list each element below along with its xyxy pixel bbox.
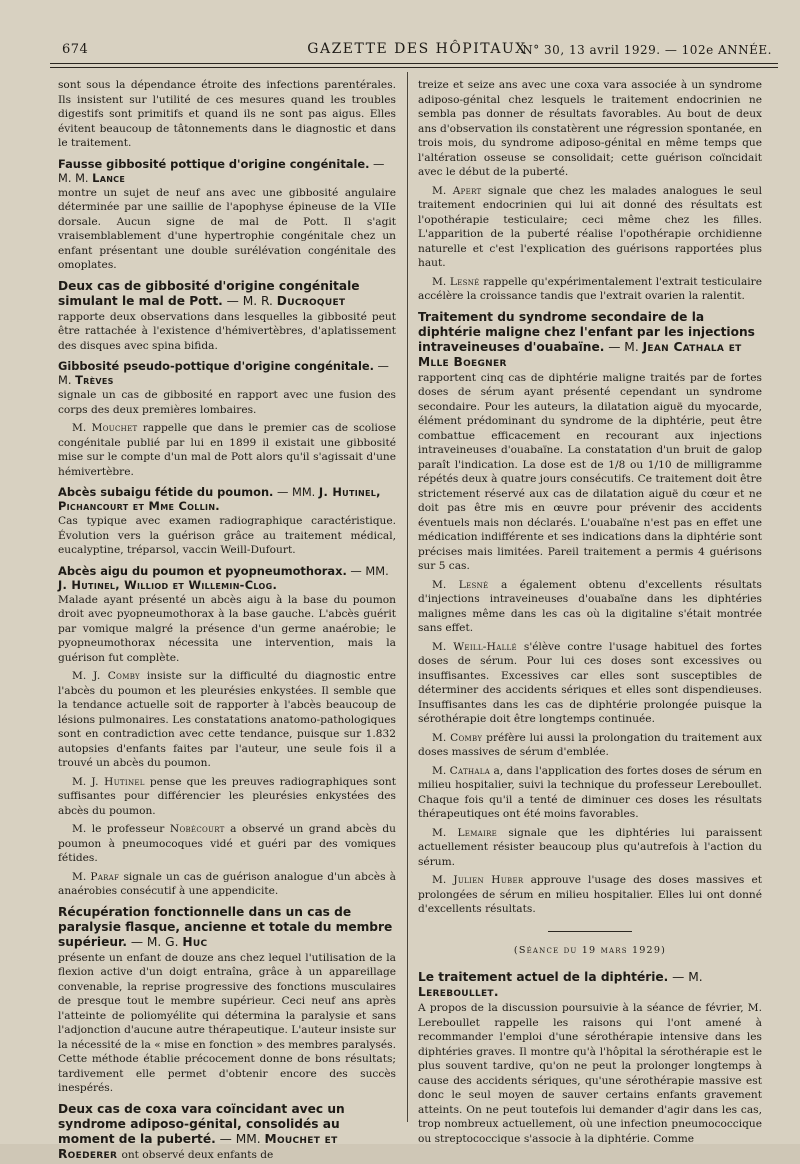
paragraph: M. Apert signale que chez les malades analogues le seul traitement endocrinien qui lui ait donné des résultats est l'opothérapie testiculaire; ceci même chez les filles. L'apparition de la puberté réalise l'opothérapie orchidienne naturelle et c'est l'explication des guérisons rapportées plus haut. — [418, 184, 762, 269]
header-rule-top — [50, 63, 778, 64]
section-heading: Traitement du syndrome secondaire de la diphtérie maligne chez l'enfant par les injections intraveineuses d'ouabaïne. — M. Jean Cathala et Mlle Boegner — [418, 309, 755, 369]
paragraph: M. Lemaire signale que les diphtéries lui paraissent actuellement résister beaucoup plus qu'autrefois à l'action du sérum. — [418, 826, 762, 868]
column-divider — [407, 72, 408, 1122]
paragraph: M. Cathala a, dans l'application des fortes doses de sérum en milieu hospitalier, suivi la technique du professeur Lereboullet. Chaque fois qu'il a tenté de diminuer ces doses les résultats thérapeutiques ont été moins favorables. — [418, 764, 762, 820]
paragraph: M. le professeur Nobécourt a observé un grand abcès du poumon à pneumocoques vidé et guéri par des vomiques fétides. — [58, 823, 396, 864]
section-heading: Deux cas de coxa vara coïncidant avec un syndrome adiposo-génital, consolidés au moment de la puberté. — MM. Mouchet et Roederer ont observé deux enfants de — [58, 1101, 345, 1161]
right-column — [418, 78, 762, 1150]
page-number: 674 — [62, 42, 89, 57]
session-date: (Séance du 19 mars 1929) — [513, 944, 667, 956]
journal-title: GAZETTE DES HÔPITAUX — [307, 41, 527, 57]
paragraph: M. Lesné a également obtenu d'excellents résultats d'injections intraveineuses d'ouabaïne dans les diphtéries malignes même dans les cas où la digitaline s'était montrée sans effet. — [418, 578, 762, 634]
left-column — [58, 78, 396, 1164]
section-separator — [548, 931, 632, 932]
section-heading: Deux cas de gibbosité d'origine congénitale simulant le mal de Pott. — M. R. Ducroquet — [58, 278, 360, 308]
section-heading: Le traitement actuel de la diphtérie. — M. Lereboullet. — [418, 970, 703, 999]
header-rule-bottom — [50, 67, 778, 68]
paragraph: M. J. Comby insiste sur la difficulté du diagnostic entre l'abcès du poumon et les pleurésies enkystées. Il semble que la tendance actuelle soit de rapporter à l'abcès beaucoup de lésions pulmonaires. Les constatations anatomo-pathologiques sont en contradiction avec cette tendance, puisque sur 1.832 autopsies d'enfants faites par l'auteur, une seule fois il a trouvé un abcès du poumon. — [58, 670, 396, 769]
section-text: rapportent cinq cas de diphtérie maligne traités par de fortes doses de sérum ayant présenté cependant un syndrome secondaire. Pour les auteurs, la dilatation aiguë du myocarde, élément prédominant du syndrome de la diphtérie, peut être combattue efficacement en recourant aux injections intraveineuses d'ouabaïne. La constatation d'un bruit de galop paraît l'indication. La dose est de 1/8 ou 1/10 de milligramme répétés deux à quatre jours consécutifs. Ce traitement doit être strictement réservé aux cas de dilatation aiguë du cœur et ne doit pas être mis en œuvre pour prévenir des accidents éventuels mais non déclarés. L'ouabaïne n'est pas en effet une médication indifférente et ses indications dans la diphtérie sont précises mais limitées. Pareil traitement a permis 4 guérisons sur 5 cas. — [418, 371, 762, 572]
section-heading: Abcès aigu du poumon et pyopneumothorax. — MM. J. Hutinel, Williod et Willemin-Clog. — [58, 563, 389, 592]
section-heading: Abcès subaigu fétide du poumon. — MM. J. Hutinel, Pichancourt et Mme Collin. — [58, 485, 381, 513]
section-text: Malade ayant présenté un abcès aigu à la base du poumon droit avec pyopneumothorax à la base gauche. L'abcès guérit par vomique malgré la présence d'un germe anaérobie; le pyopneumothorax nécessita une intervention, mais la guérison fut complète. — [58, 593, 396, 664]
issue-date: N° 30, 13 avril 1929. — 102e ANNÉE. — [522, 43, 772, 57]
section-text: montre un sujet de neuf ans avec une gibbosité angulaire déterminée par une saillie de l'apophyse épineuse de la VIIe dorsale. Aucun signe de mal de Pott. Il s'agit vraisemblablement d'une hypertrophie congénitale chez un enfant présentant une double surélévation congénitale des omoplates. — [58, 186, 396, 271]
paragraph: M. Julien Huber approuve l'usage des doses massives et prolongées de sérum en milieu hospitalier. Elles lui ont donné d'excellents résultats. — [418, 874, 762, 915]
paragraph: M. J. Hutinel pense que les preuves radiographiques sont suffisantes pour différencier les pleurésies enkystées des abcès du poumon. — [58, 775, 396, 817]
paragraph: M. Comby préfère lui aussi la prolongation du traitement aux doses massives de sérum d'emblée. — [418, 731, 762, 758]
section-text: A propos de la discussion poursuivie à la séance de février, M. Lereboullet rappelle les raisons qui l'ont amené à recommander l'emploi d'une sérothérapie intensive dans les diphtéries graves. Il montre qu'à l'hôpital la sérothérapie est le plus souvent tardive, qu'on ne peut la prolonger longtemps à cause des accidents sériques, qu'une sérothérapie massive est donc le seul moyen de sauver certains enfants gravement atteints. On ne peut toutefois lui demander d'agir dans les cas, trop nombreux actuellement, où une infection pneumococcique ou streptococcique s'associe à la diphtérie. Comme — [418, 1002, 762, 1145]
section-text: présente un enfant de douze ans chez lequel l'utilisation de la flexion active d'un doigt entraîna, grâce à un appareillage convenable, la reprise progressive des fonctions musculaires de presque tout le membre supérieur. Ceci neuf ans après l'atteinte de poliomyélite qui détermina la paralysie et sans l'adjonction d'aucune autre thérapeutique. L'auteur insiste sur la nécessité de la « mise en fonction » des membres paralysés. Cette méthode établie précocement donne de bons résultats; tardivement elle permet d'obtenir encore des succès inespérés. — [58, 951, 396, 1094]
paragraph: M. Paraf signale un cas de guérison analogue d'un abcès à anaérobies consécutif à une appendicite. — [58, 870, 396, 897]
paragraph: M. Mouchet rappelle que dans le premier cas de scoliose congénitale publié par lui en 1899 il existait une gibbosité mise sur le compte d'un mal de Pott alors qu'il s'agissait d'une hémivertèbre. — [58, 422, 396, 478]
section-heading: Fausse gibbosité pottique d'origine congénitale. — M. M. Lance — [58, 156, 385, 185]
section-text: signale un cas de gibbosité en rapport avec une fusion des corps des deux premières lombaires. — [58, 389, 396, 416]
page-header — [62, 40, 772, 62]
paragraph: M. Lesné rappelle qu'expérimentalement l'extrait testiculaire accélère la croissance tandis que l'extrait ovarien la ralentit. — [418, 275, 762, 302]
section-text: rapporte deux observations dans lesquelles la gibbosité peut être rattachée à l'existence d'hémivertèbres, d'aplatissement des disques avec spina bifida. — [58, 310, 396, 352]
section-text: Cas typique avec examen radiographique caractéristique. Évolution vers la guérison grâce au traitement médical, eucalyptine, tréparsol, vaccin Weill-Dufourt. — [58, 515, 396, 556]
paragraph: sont sous la dépendance étroite des infections parentérales. Ils insistent sur l'utilité de ces mesures quand les troubles digestifs sont primitifs et quand ils ne sont pas aigus. Elles évitent beaucoup de tâtonnements dans le diagnostic et dans le traitement. — [58, 79, 396, 149]
paragraph: M. Weill-Hallé s'élève contre l'usage habituel des fortes doses de sérum. Pour lui ces doses sont excessives ou insuffisantes. Excessives car elles sont susceptibles de déterminer des accidents sériques et elles sont dispendieuses. Insuffisantes dans les cas de diphtérie prolongée puisque la sérothérapie doit être longtemps continuée. — [418, 640, 762, 725]
section-heading: Récupération fonctionnelle dans un cas de paralysie flasque, ancienne et totale du membre supérieur. — M. G. Huc — [58, 904, 393, 949]
paragraph: treize et seize ans avec une coxa vara associée à un syndrome adiposo-génital chez lesquels le traitement endocrinien ne sembla pas donner de résultats favorables. Au bout de deux ans d'observation ils constatèrent une régression spontanée, en trois mois, du syndrome adiposo-génital en même temps que l'altération osseuse se consolidait; cette guérison coïncidait avec le début de la puberté. — [418, 79, 762, 178]
section-heading: Gibbosité pseudo-pottique d'origine congénitale. — M. Trèves — [58, 359, 389, 387]
